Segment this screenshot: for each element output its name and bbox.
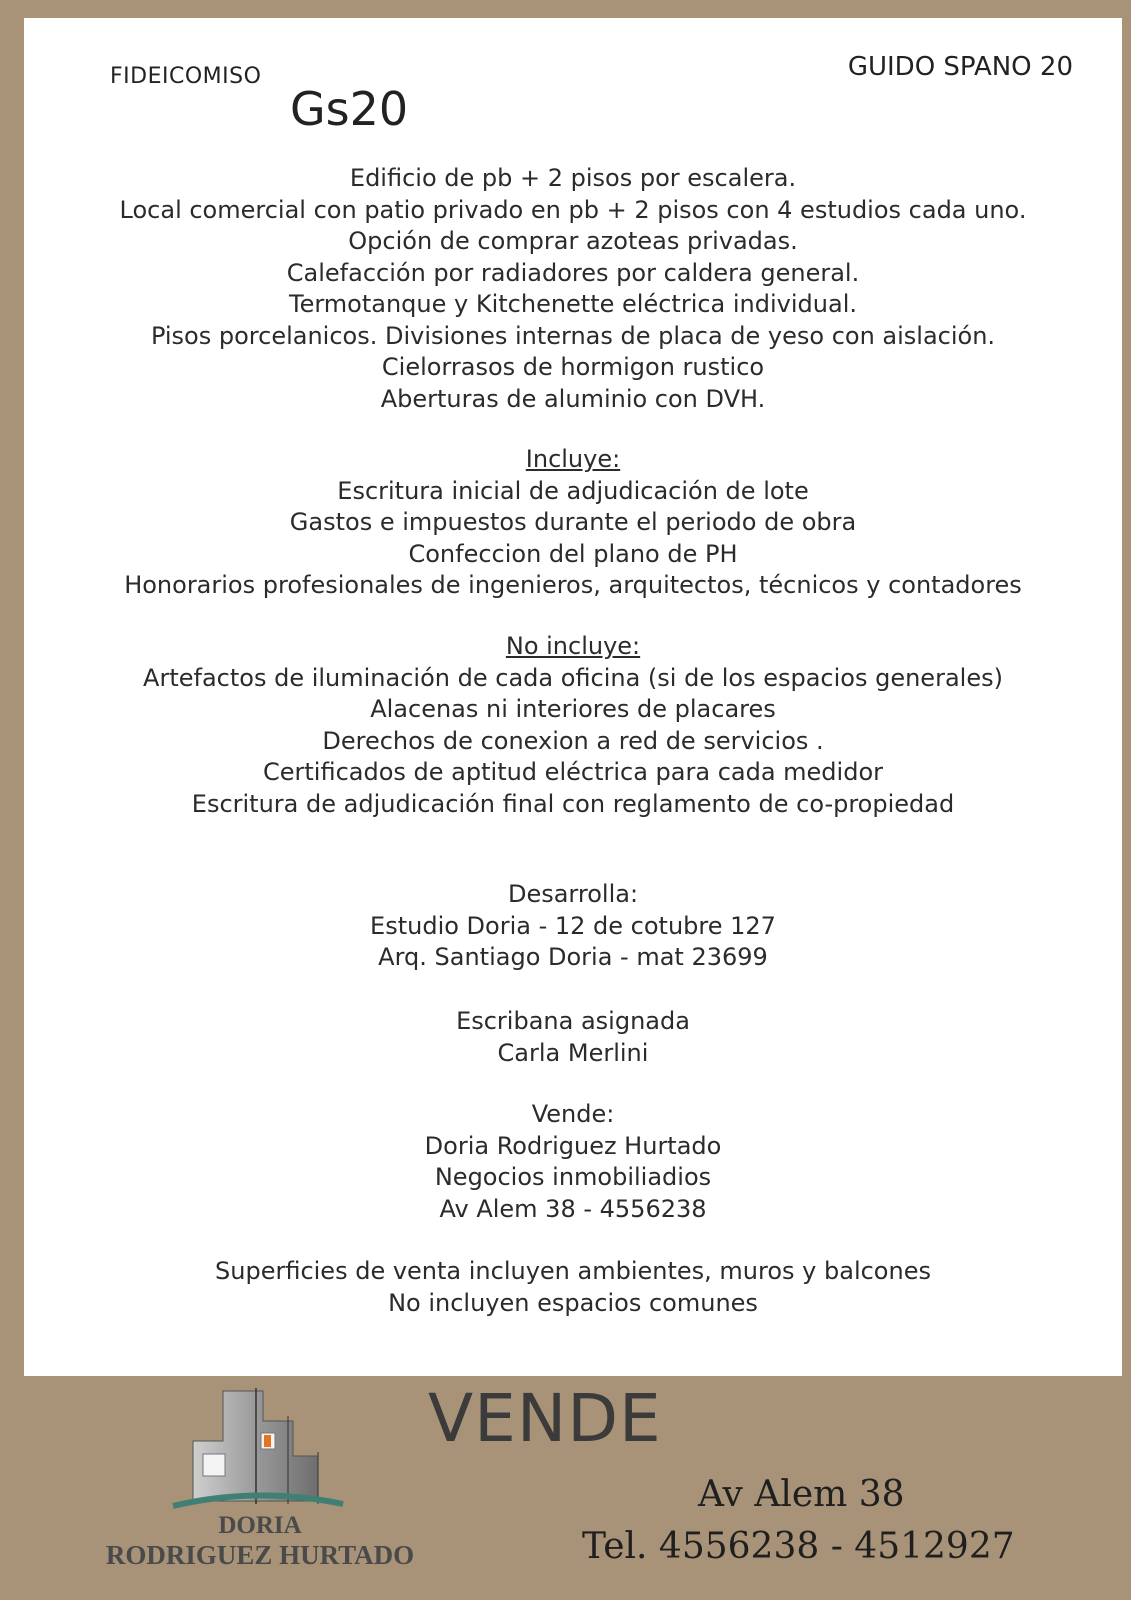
excludes-item: Certificados de aptitud eléctrica para cada medidor bbox=[263, 758, 883, 786]
notary-block bbox=[24, 1006, 1122, 1069]
includes-item: Confeccion del plano de PH bbox=[408, 539, 738, 568]
description-line: Calefacción por radiadores por caldera general. bbox=[286, 258, 860, 287]
surfaces-line: No incluyen espacios comunes bbox=[388, 1288, 758, 1317]
project-code: Gs20 bbox=[290, 82, 409, 136]
vende-banner: VENDE bbox=[428, 1380, 662, 1457]
includes-block bbox=[24, 444, 1122, 602]
description-line: Termotanque y Kitchenette eléctrica individual. bbox=[288, 290, 857, 318]
developer-studio: Estudio Doria - 12 de cotubre 127 bbox=[370, 911, 776, 940]
trust-label: FIDEICOMISO bbox=[110, 64, 262, 89]
seller-block bbox=[24, 1099, 1122, 1225]
project-address: GUIDO SPANO 20 bbox=[847, 52, 1073, 82]
description-line: Edificio de pb + 2 pisos por escalera. bbox=[349, 164, 797, 192]
excludes-block bbox=[24, 631, 1122, 820]
excludes-heading: No incluye: bbox=[505, 632, 641, 660]
notary-name: Carla Merlini bbox=[497, 1038, 649, 1067]
includes-item: Gastos e impuestos durante el periodo de obra bbox=[289, 508, 857, 536]
includes-item: Escritura inicial de adjudicación de lote bbox=[337, 476, 809, 505]
description-line: Aberturas de aluminio con DVH. bbox=[380, 384, 766, 413]
seller-heading: Vende: bbox=[531, 1100, 615, 1128]
includes-item: Honorarios profesionales de ingenieros, arquitectos, técnicos y contadores bbox=[124, 571, 1022, 599]
building-logo-icon bbox=[168, 1386, 348, 1526]
footer-address: Av Alem 38 bbox=[698, 1474, 905, 1515]
description-line: Pisos porcelanicos. Divisiones internas de placa de yeso con aislación. bbox=[150, 321, 996, 350]
seller-name: Doria Rodriguez Hurtado bbox=[424, 1131, 722, 1160]
description-block bbox=[24, 163, 1122, 415]
seller-business: Negocios inmobiliadios bbox=[434, 1163, 712, 1191]
excludes-item: Artefactos de iluminación de cada oficina (si de los espacios generales) bbox=[143, 663, 1003, 692]
surfaces-line: Superficies de venta incluyen ambientes, muros y balcones bbox=[215, 1257, 931, 1285]
surfaces-block bbox=[24, 1256, 1122, 1319]
description-line: Cielorrasos de hormigon rustico bbox=[381, 353, 765, 381]
logo-text-line2: RODRIGUEZ HURTADO bbox=[105, 1540, 415, 1570]
footer-phone: Tel. 4556238 - 4512927 bbox=[582, 1526, 1015, 1567]
excludes-item: Alacenas ni interiores de placares bbox=[370, 695, 776, 723]
developer-architect: Arq. Santiago Doria - mat 23699 bbox=[378, 943, 768, 971]
logo-text-line1: DORIA bbox=[218, 1512, 302, 1539]
developer-heading: Desarrolla: bbox=[507, 880, 639, 908]
notary-heading: Escribana asignada bbox=[456, 1007, 690, 1035]
includes-heading: Incluye: bbox=[525, 445, 621, 473]
description-line: Local comercial con patio privado en pb + 2 pisos con 4 estudios cada uno. bbox=[119, 195, 1027, 224]
description-line: Opción de comprar azoteas privadas. bbox=[348, 227, 798, 255]
seller-contact: Av Alem 38 - 4556238 bbox=[439, 1194, 707, 1223]
excludes-item: Derechos de conexion a red de servicios . bbox=[322, 726, 824, 755]
developer-block bbox=[24, 879, 1122, 974]
excludes-item: Escritura de adjudicación final con reglamento de co-propiedad bbox=[191, 789, 955, 818]
